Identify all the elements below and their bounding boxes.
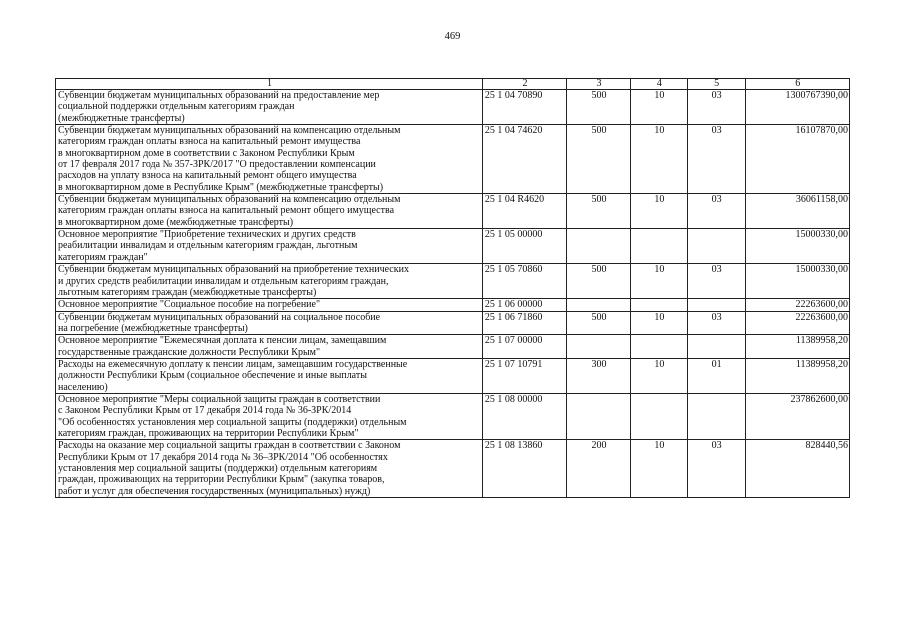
description-line: Субвенции бюджетам муниципальных образований на социальное пособие xyxy=(58,311,381,323)
table-row xyxy=(56,125,850,194)
description-line: и других средств реабилитации инвалидам и отдельным категориям граждан, xyxy=(58,275,389,287)
description-line: социальной поддержки отдельным категориям граждан xyxy=(58,101,295,113)
row-subsection xyxy=(687,335,745,359)
row-section: 10 xyxy=(630,90,687,125)
table-row xyxy=(56,229,850,264)
header-col-3: 3 xyxy=(567,79,631,90)
row-section: 10 xyxy=(630,311,687,335)
description-line: работ и услуг для обеспечения государственных (муниципальных) нужд) xyxy=(58,485,371,497)
row-expense-type: 300 xyxy=(567,358,631,393)
row-code: 25 1 07 10791 xyxy=(482,358,566,393)
description-line: категориям граждан" xyxy=(58,251,148,263)
row-code: 25 1 04 R4620 xyxy=(482,194,566,229)
description-line: в многоквартирном доме в Республике Крым" (межбюджетные трансферты) xyxy=(58,181,384,193)
row-section: 10 xyxy=(630,358,687,393)
table-row xyxy=(56,358,850,393)
row-expense-type: 500 xyxy=(567,264,631,299)
row-section xyxy=(630,299,687,311)
row-amount: 36061158,00 xyxy=(745,194,849,229)
row-amount: 11389958,20 xyxy=(745,358,849,393)
description-line: Основное мероприятие "Социальное пособие на погребение" xyxy=(58,299,321,311)
description-line: населению) xyxy=(58,381,108,393)
description-line: "Об особенностях установления мер социальной защиты (поддержки) отдельным xyxy=(58,416,407,428)
row-code: 25 1 07 00000 xyxy=(482,335,566,359)
description-line: (межбюджетные трансферты) xyxy=(58,112,185,124)
row-description xyxy=(56,90,483,125)
row-amount: 22263600,00 xyxy=(745,311,849,335)
description-line: категориям граждан, проживающих на территории Республики Крым" xyxy=(58,427,359,439)
description-line: категориям граждан оплаты взноса на капитальный ремонт общего имущества xyxy=(58,205,395,217)
row-code: 25 1 08 00000 xyxy=(482,393,566,439)
row-subsection: 03 xyxy=(687,264,745,299)
row-amount: 16107870,00 xyxy=(745,125,849,194)
row-code: 25 1 04 70890 xyxy=(482,90,566,125)
row-amount: 22263600,00 xyxy=(745,299,849,311)
description-line: Основное мероприятие "Ежемесячная доплата к пенсии лицам, замещавшим xyxy=(58,335,387,347)
row-expense-type: 500 xyxy=(567,90,631,125)
row-code: 25 1 06 00000 xyxy=(482,299,566,311)
header-col-4: 4 xyxy=(630,79,687,90)
page-number: 469 xyxy=(444,31,461,42)
row-subsection: 03 xyxy=(687,125,745,194)
row-description xyxy=(56,335,483,359)
budget-table xyxy=(55,78,850,498)
description-line: Субвенции бюджетам муниципальных образований на компенсацию отдельным xyxy=(58,194,401,206)
row-section: 10 xyxy=(630,264,687,299)
table-row xyxy=(56,194,850,229)
row-expense-type: 500 xyxy=(567,125,631,194)
description-line: Субвенции бюджетам муниципальных образований на компенсацию отдельным xyxy=(58,125,401,137)
row-expense-type: 500 xyxy=(567,194,631,229)
description-line: Основное мероприятие "Меры социальной защиты граждан в соответствии xyxy=(58,393,381,405)
description-line: Республики Крым от 17 декабря 2014 года № 36–ЗРК/2014 "Об особенностях xyxy=(58,451,388,463)
description-line: в многоквартирном доме (межбюджетные трансферты) xyxy=(58,216,294,228)
description-line: установления мер социальной защиты (поддержки) отдельным категориям xyxy=(58,463,378,474)
row-expense-type xyxy=(567,229,631,264)
description-line: в многоквартирном доме в соответствии с Законом Республики Крым xyxy=(58,147,355,159)
header-col-6: 6 xyxy=(745,79,849,90)
table-row xyxy=(56,311,850,335)
row-section: 10 xyxy=(630,440,687,498)
description-line: расходов на уплату взноса на капитальный ремонт общего имущества xyxy=(58,170,357,182)
row-amount: 15000330,00 xyxy=(745,229,849,264)
row-amount: 11389958,20 xyxy=(745,335,849,359)
description-line: Субвенции бюджетам муниципальных образований на приобретение технических xyxy=(58,264,409,276)
table-row xyxy=(56,264,850,299)
row-subsection: 01 xyxy=(687,358,745,393)
row-code: 25 1 08 13860 xyxy=(482,440,566,498)
description-line: Расходы на оказание мер социальной защиты граждан в соответствии с Законом xyxy=(58,440,401,452)
row-subsection: 03 xyxy=(687,194,745,229)
row-subsection xyxy=(687,299,745,311)
row-amount: 828440,56 xyxy=(745,440,849,498)
description-line: Расходы на ежемесячную доплату к пенсии лицам, замещавшим государственные xyxy=(58,358,408,370)
table-body xyxy=(56,90,850,498)
header-col-1: 1 xyxy=(56,79,483,90)
description-line: государственные гражданские должности Республики Крым" xyxy=(58,346,321,358)
row-subsection: 03 xyxy=(687,90,745,125)
row-description xyxy=(56,125,483,194)
description-line: Субвенции бюджетам муниципальных образований на предоставление мер xyxy=(58,90,380,101)
row-description xyxy=(56,440,483,498)
row-expense-type xyxy=(567,335,631,359)
table-row xyxy=(56,299,850,311)
description-line: должности Республики Крым (социальное обеспечение и иные выплаты xyxy=(58,370,367,382)
row-code: 25 1 05 70860 xyxy=(482,264,566,299)
row-description xyxy=(56,358,483,393)
row-code: 25 1 05 00000 xyxy=(482,229,566,264)
row-description xyxy=(56,194,483,229)
row-subsection xyxy=(687,229,745,264)
row-subsection: 03 xyxy=(687,440,745,498)
row-section xyxy=(630,393,687,439)
row-code: 25 1 06 71860 xyxy=(482,311,566,335)
description-line: граждан, проживающих на территории Республики Крым" (закупка товаров, xyxy=(58,474,385,486)
row-description xyxy=(56,299,483,311)
table-row xyxy=(56,393,850,439)
row-expense-type: 500 xyxy=(567,311,631,335)
row-amount: 237862600,00 xyxy=(745,393,849,439)
table-row xyxy=(56,440,850,498)
row-section xyxy=(630,229,687,264)
header-col-2: 2 xyxy=(482,79,566,90)
row-description xyxy=(56,264,483,299)
row-description xyxy=(56,229,483,264)
row-expense-type: 200 xyxy=(567,440,631,498)
description-line: с Законом Республики Крым от 17 декабря 2014 года № 36-ЗРК/2014 xyxy=(58,405,352,417)
row-expense-type xyxy=(567,299,631,311)
row-section xyxy=(630,335,687,359)
row-section: 10 xyxy=(630,125,687,194)
header-col-5: 5 xyxy=(687,79,745,90)
table-row xyxy=(56,335,850,359)
header-row xyxy=(56,79,850,90)
row-amount: 15000330,00 xyxy=(745,264,849,299)
row-expense-type xyxy=(567,393,631,439)
description-line: от 17 февраля 2017 года № 357-ЗРК/2017 "О предоставлении компенсации xyxy=(58,159,376,171)
row-subsection: 03 xyxy=(687,311,745,335)
row-subsection xyxy=(687,393,745,439)
description-line: на погребение (межбюджетные трансферты) xyxy=(58,322,248,334)
row-description xyxy=(56,311,483,335)
table-row xyxy=(56,90,850,125)
description-line: Основное мероприятие "Приобретение технических и других средств xyxy=(58,229,356,241)
description-line: льготным категориям граждан (межбюджетные трансферты) xyxy=(58,286,317,298)
description-line: категориям граждан оплаты взноса на капитальный ремонт имущества xyxy=(58,136,361,148)
row-amount: 1300767390,00 xyxy=(745,90,849,125)
row-code: 25 1 04 74620 xyxy=(482,125,566,194)
description-line: реабилитации инвалидам и отдельным категориям граждан, льготным xyxy=(58,240,358,252)
row-section: 10 xyxy=(630,194,687,229)
row-description xyxy=(56,393,483,439)
